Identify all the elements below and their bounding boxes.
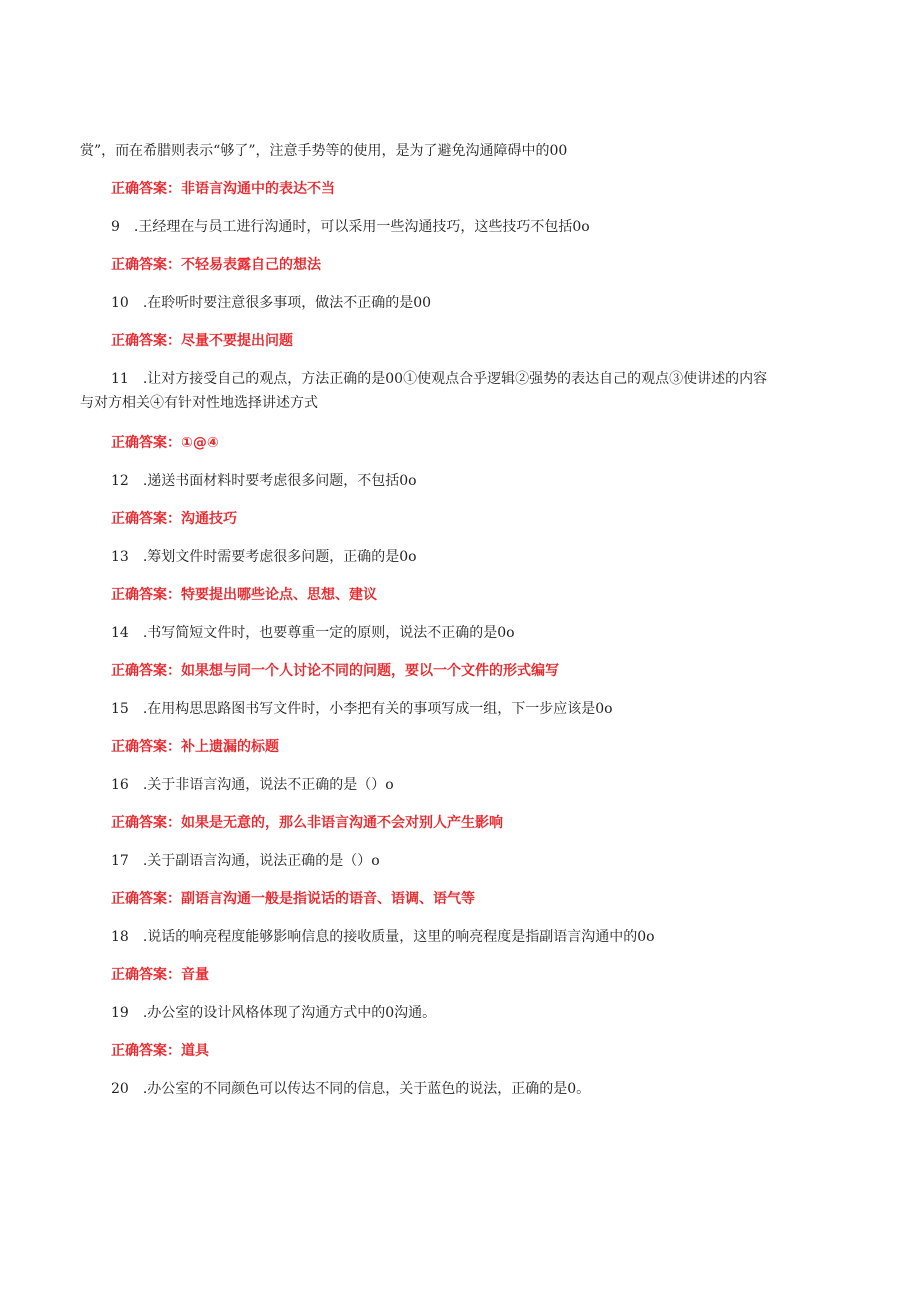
answer-text: 不轻易表露自己的想法: [181, 257, 321, 273]
question-line: 9 .王经理在与员工进行沟通时，可以采用一些沟通技巧，这些技巧不包括0o: [111, 219, 590, 235]
answer-line: [111, 433, 219, 453]
question-line: 11 .让对方接受自己的观点，方法正确的是00①使观点合乎逻辑②强势的表达自己的观点③使讲述的内容: [111, 371, 768, 387]
answer-text: 如果想与同一个人讨论不同的问题，要以一个文件的形式编写: [181, 663, 559, 679]
answer-text: 特要提出哪些论点、思想、建议: [181, 587, 377, 603]
answer-line: [111, 889, 475, 909]
intro-line: 赏”，而在希腊则表示“够了”，注意手势等的使用，是为了避免沟通障碍中的00: [80, 143, 568, 159]
question-line: 12 .递送书面材料时要考虑很多问题，不包括0o: [111, 473, 417, 489]
answer-text: 补上遗漏的标题: [181, 739, 279, 755]
answer-prefix: 正确答案：: [111, 739, 181, 755]
question-line: 15 .在用构思思路图书写文件时，小李把有关的事项写成一组，下一步应该是0o: [111, 701, 613, 717]
answer-text: 非语言沟通中的表达不当: [181, 181, 335, 197]
answer-line: [111, 331, 293, 351]
question-line: 19 .办公室的设计风格体现了沟通方式中的0沟通。: [111, 1005, 437, 1021]
answer-text: 沟通技巧: [181, 511, 237, 527]
answer-text: 道具: [181, 1043, 209, 1059]
answer-text: 音量: [181, 967, 209, 983]
answer-line: [111, 737, 279, 757]
answer-prefix: 正确答案：: [111, 815, 181, 831]
question-line: 18 .说话的响亮程度能够影响信息的接收质量，这里的响亮程度是指副语言沟通中的0o: [111, 929, 655, 945]
question-line: 20 .办公室的不同颜色可以传达不同的信息，关于蓝色的说法，正确的是0。: [111, 1081, 591, 1097]
answer-prefix: 正确答案：: [111, 663, 181, 679]
answer-prefix: 正确答案：: [111, 181, 181, 197]
answer-line: [111, 585, 377, 605]
answer-prefix: 正确答案：: [111, 1043, 181, 1059]
question-line: 13 .筹划文件时需要考虑很多问题，正确的是0o: [111, 549, 417, 565]
answer-text: 尽量不要提出问题: [181, 333, 293, 349]
answer-line: [111, 509, 237, 529]
answer-prefix: 正确答案：: [111, 967, 181, 983]
answer-text: 副语言沟通一般是指说话的语音、语调、语气等: [181, 891, 475, 907]
answer-prefix: 正确答案：: [111, 333, 181, 349]
answer-prefix: 正确答案：: [111, 435, 181, 451]
answer-line: [111, 179, 335, 199]
answer-prefix: 正确答案：: [111, 257, 181, 273]
question-line: 16 .关于非语言沟通，说法不正确的是（）o: [111, 777, 394, 793]
answer-line: [111, 1041, 209, 1061]
answer-prefix: 正确答案：: [111, 891, 181, 907]
answer-prefix: 正确答案：: [111, 587, 181, 603]
answer-line: [111, 255, 321, 275]
answer-line: [111, 661, 559, 681]
question-line: 10 .在聆听时要注意很多事项，做法不正确的是00: [111, 295, 432, 311]
question-line: 17 .关于副语言沟通，说法正确的是（）o: [111, 853, 380, 869]
answer-text: 如果是无意的，那么非语言沟通不会对别人产生影响: [181, 815, 503, 831]
answer-line: [111, 813, 503, 833]
question-line-continued: 与对方相关④有针对性地选择讲述方式: [80, 395, 318, 411]
answer-line: [111, 965, 209, 985]
answer-text: ①@④: [181, 435, 219, 451]
question-line: 14 .书写简短文件时，也要尊重一定的原则，说法不正确的是0o: [111, 625, 515, 641]
answer-prefix: 正确答案：: [111, 511, 181, 527]
